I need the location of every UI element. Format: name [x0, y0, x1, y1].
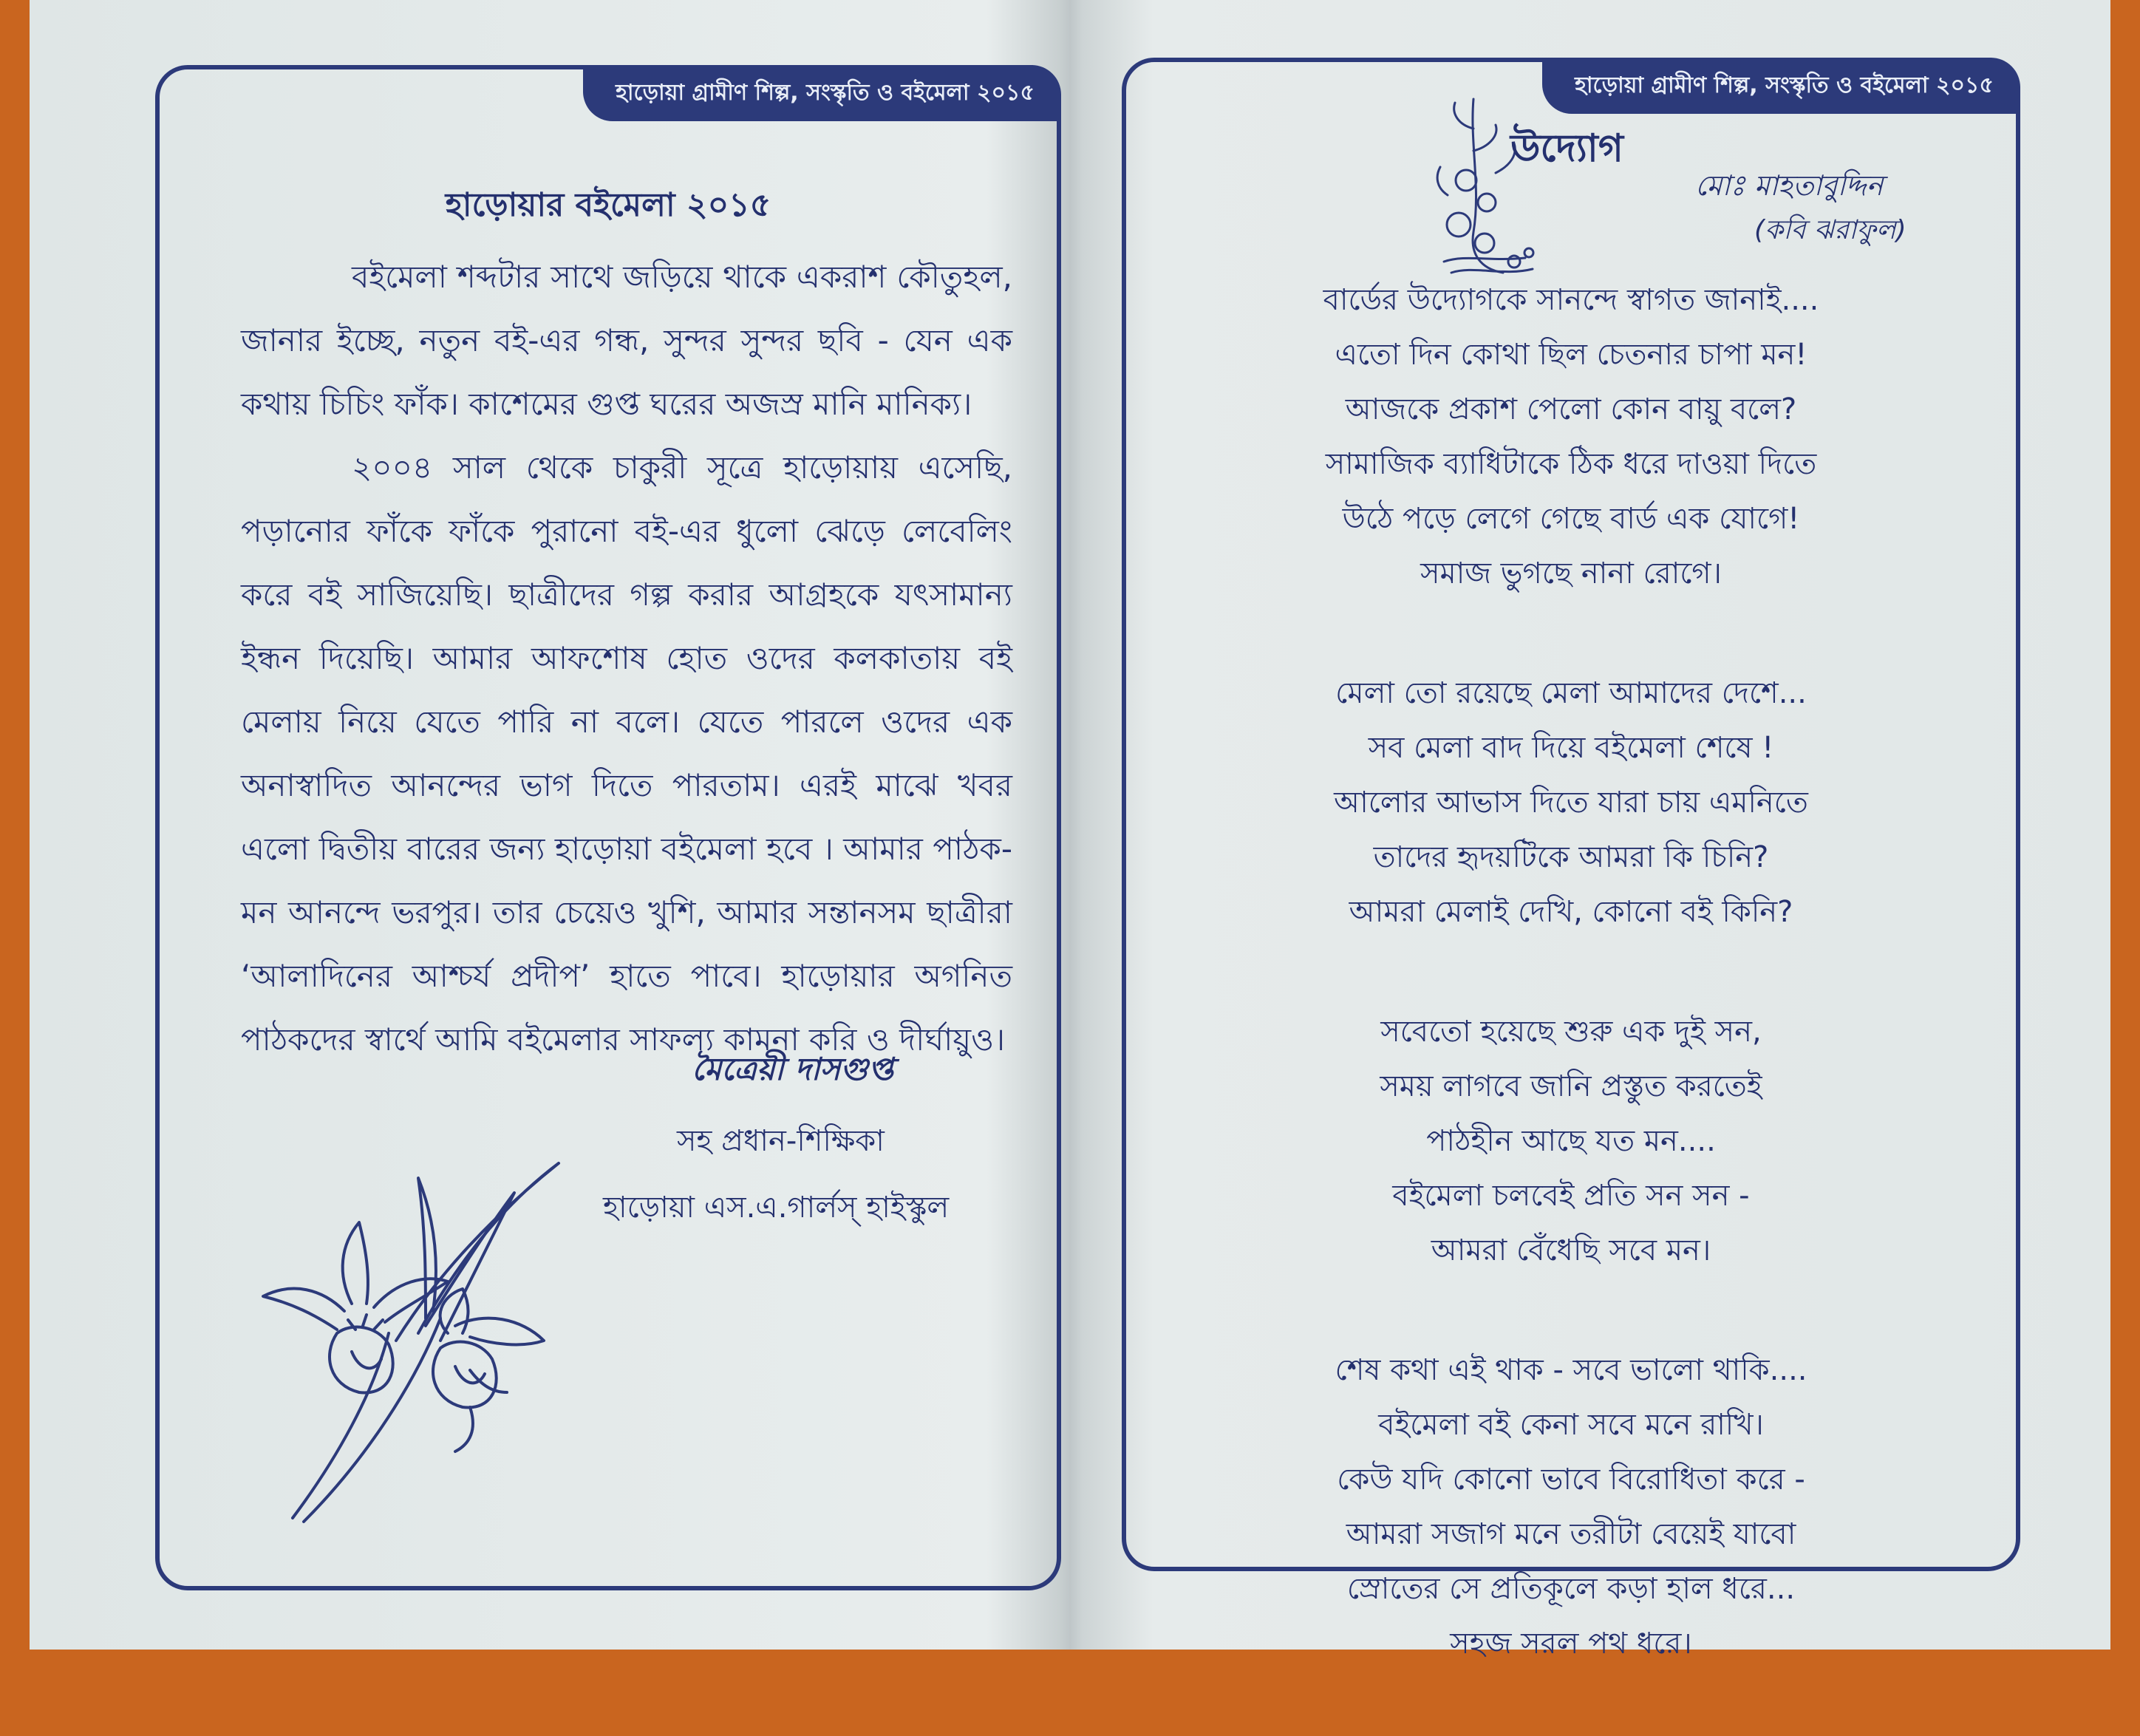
poem-line: বইমেলা বই কেনা সবে মনে রাখি। — [1378, 1408, 1764, 1442]
poem-line: সব মেলা বাদ দিয়ে বইমেলা শেষে ! — [1368, 731, 1774, 765]
poem-line: স্রোতের সে প্রতিকূলে কড়া হাল ধরে... — [1346, 1572, 1796, 1606]
poem-header — [1126, 62, 2016, 284]
paragraph: ২০০৪ সাল থেকে চাকুরী সূত্রে হাড়োয়ায় এসেছি, পড়ানোর ফাঁকে ফাঁকে পুরানো বই-এর ধুলো ঝেড়ে লেবেলিং করে বই সাজিয়েছি। ছাত্রীদের গল্প করার আগ্রহকে যৎসামান্য ইন্ধন দিয়েছি। আমার আফশোষ হোত ওদের কলকাতায় বই মেলায় নিয়ে যেতে পারি না বলে। যেতে পারলে ওদের এক অনাস্বাদিত আনন্দের ভাগ দিতে পারতাম। এরই মাঝে খবর এলো দ্বিতীয় বারের জন্য হাড়োয়া বইমেলা হবে । আমার পাঠক-মন আনন্দে ভরপুর। তার চেয়েও খুশি, আমার সন্তানসম ছাত্রীরা ‘আলাদিনের আশ্চর্য প্রদীপ’ হাতে পাবে। হাড়োয়ার অগনিত পাঠকদের স্বার্থে আমি বইমেলার সাফল্য কামনা করি ও দীর্ঘায়ুও। — [241, 449, 1012, 1058]
poem-line: আলোর আভাস দিতে যারা চায় এমনিতে — [1334, 786, 1808, 820]
book-spread — [30, 0, 2110, 1661]
school-name: হাড়োয়া এস.এ.গার্লস্ হাইস্কুল — [603, 1191, 950, 1225]
orchid-illustration-icon — [248, 1148, 573, 1533]
poem-line: পাঠহীন আছে যত মন.... — [1426, 1124, 1716, 1158]
poem-line: মেলা তো রয়েছে মেলা আমাদের দেশে... — [1335, 676, 1807, 710]
paragraph: বইমেলা শব্দটার সাথে জড়িয়ে থাকে একরাশ কৌতুহল, জানার ইচ্ছে, নতুন বই-এর গন্ধ, সুন্দর সুন্দর ছবি - যেন এক কথায় চিচিং ফাঁক। কাশেমের গুপ্ত ঘরের অজস্র মানি মানিক্য। — [241, 259, 1012, 422]
poem-line: আমরা মেলাই দেখি, কোনো বই কিনি? — [1349, 895, 1793, 929]
vine-ornament-icon — [1429, 84, 1540, 284]
poem-line: সবেতো হয়েছে শুরু এক দুই সন, — [1380, 1015, 1762, 1049]
poem-body — [1126, 273, 2016, 1736]
poem-line: কেউ যদি কোনো ভাবে বিরোধিতা করে - — [1337, 1463, 1805, 1497]
poem-line: বইমেলা চলবেই প্রতি সন সন - — [1392, 1179, 1750, 1213]
stanza — [1126, 1343, 2016, 1671]
poem-line: আমরা বেঁধেছি সবে মন। — [1431, 1233, 1711, 1267]
poem-line: আজকে প্রকাশ পেলো কোন বায়ু বলে? — [1345, 392, 1797, 426]
designation: সহ প্রধান-শিক্ষিকা — [677, 1124, 885, 1158]
right-running-head: হাড়োয়া গ্রামীণ শিল্প, সংস্কৃতি ও বইমেলা ২০১৫ — [1542, 58, 2020, 114]
stanza — [1126, 666, 2016, 939]
poem-line: সামাজিক ব্যাধিটাকে ঠিক ধরে দাওয়া দিতে — [1325, 447, 1817, 481]
poem-line: সমাজ ভুগছে নানা রোগে। — [1420, 556, 1722, 590]
left-page — [155, 65, 1061, 1590]
left-page-body — [241, 245, 1012, 1072]
signature: মৈত্রেয়ী দাসগুপ্ত — [692, 1051, 894, 1087]
stanza — [1126, 273, 2016, 601]
right-page — [1122, 58, 2020, 1661]
poem-line: এতো দিন কোথা ছিল চেতনার চাপা মন! — [1335, 338, 1807, 372]
poem-line: সহজ সরল পথ ধরে। — [1450, 1627, 1692, 1661]
left-running-head: হাড়োয়া গ্রামীণ শিল্প, সংস্কৃতি ও বইমেলা ২০১৫ — [583, 65, 1061, 121]
poem-line: আমরা সজাগ মনে তরীটা বেয়েই যাবো — [1346, 1517, 1796, 1551]
poem-author: মোঃ মাহতাবুদ্দিন — [1695, 169, 1884, 202]
poem-line: শেষ কথা এই থাক - সবে ভালো থাকি.... — [1335, 1353, 1807, 1387]
poem-line: তাদের হৃদয়টিকে আমরা কি চিনি? — [1373, 840, 1769, 874]
poem-line: সময় লাগবে জানি প্রস্তুত করতেই — [1380, 1069, 1762, 1103]
poem-line: উঠে পড়ে লেগে গেছে বার্ড এক যোগে! — [1342, 502, 1800, 536]
left-page-title: হাড়োয়ার বইমেলা ২০১৫ — [445, 186, 771, 224]
poem-line: বার্ডের উদ্যোগকে সানন্দে স্বাগত জানাই.... — [1323, 283, 1819, 317]
poem-title: উদ্যোগ — [1510, 126, 1623, 171]
poem-author-alias: (কবি ঝরাফুল) — [1754, 215, 1906, 245]
stanza — [1126, 1004, 2016, 1278]
